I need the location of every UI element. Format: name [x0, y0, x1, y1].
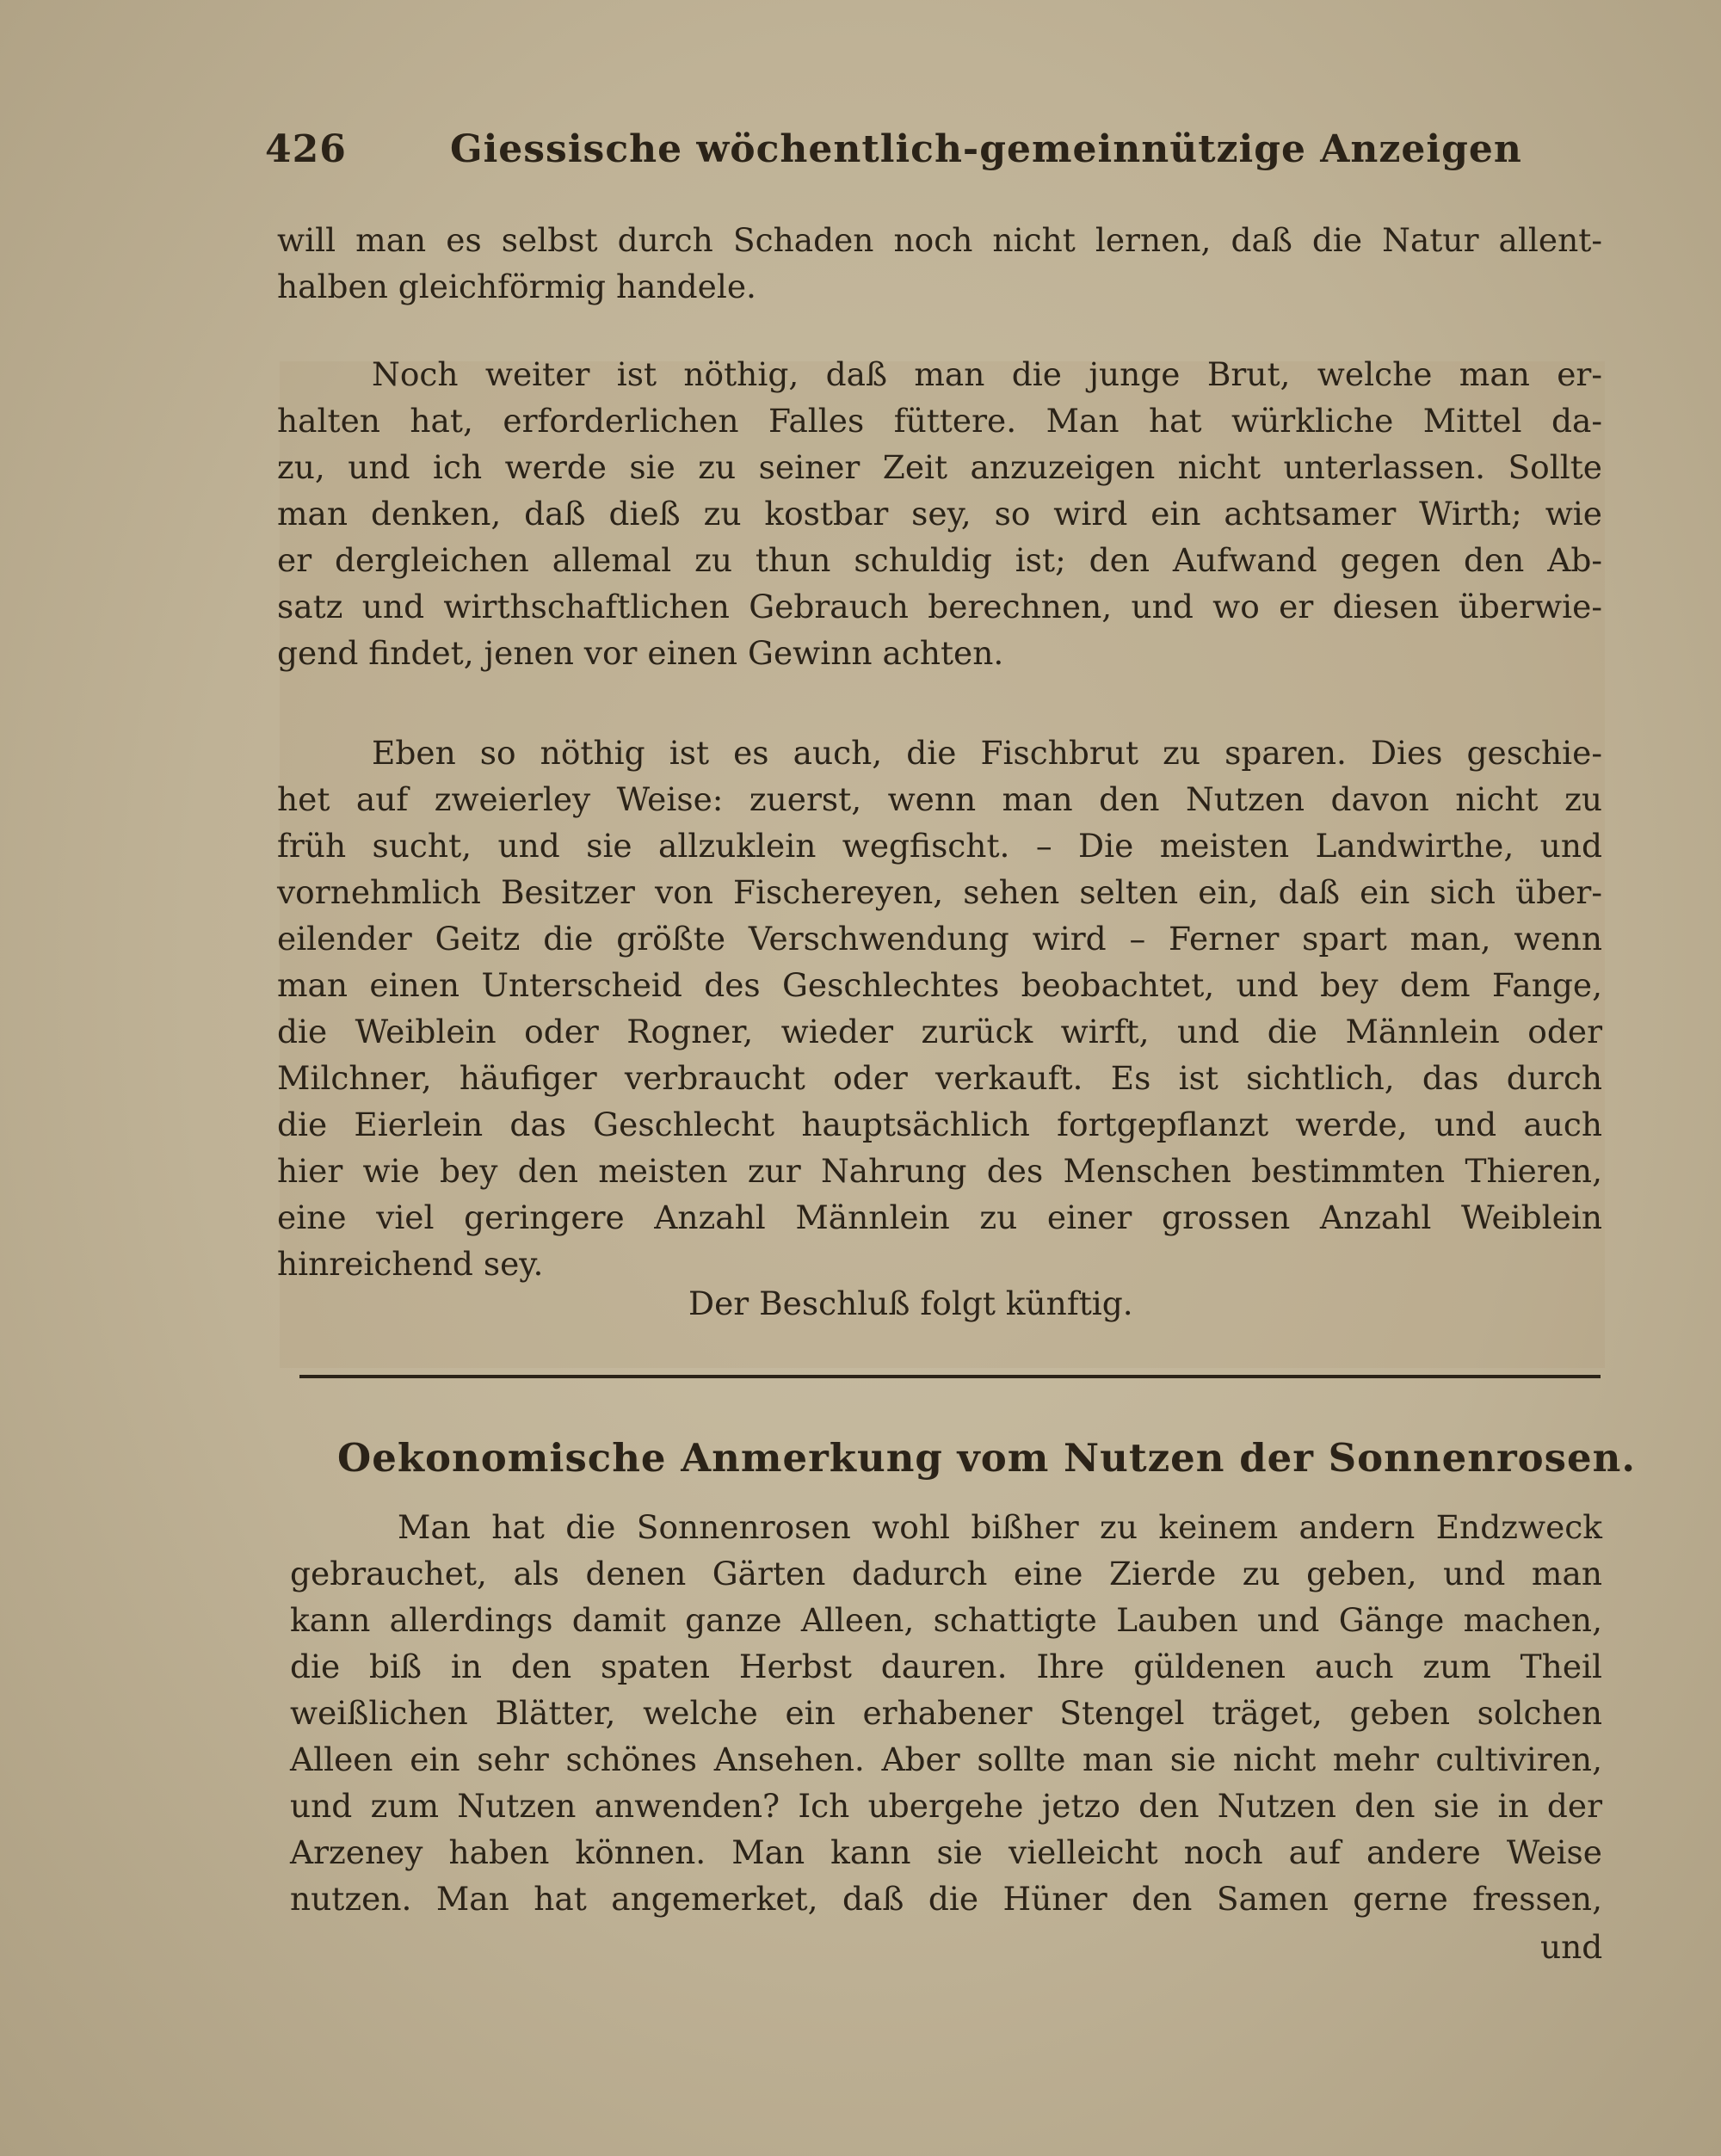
journal-title: Giessische wöchentlich-gemeinnützige Anzeigen: [450, 127, 1522, 171]
text-line: Eben so nöthig ist es auch, die Fischbrut zu sparen. Dies geschie-: [372, 734, 1602, 772]
page-number: 426: [265, 127, 347, 171]
text-line: Arzeney haben können. Man kann sie vielleicht noch auf andere Weise: [290, 1833, 1602, 1871]
text-line: Alleen ein sehr schönes Ansehen. Aber sollte man sie nicht mehr cultiviren,: [290, 1740, 1602, 1778]
catchword: und: [1540, 1928, 1603, 1966]
section-divider: [299, 1375, 1601, 1378]
text-line: hier wie bey den meisten zur Nahrung des Menschen bestimmten Thieren,: [277, 1152, 1602, 1190]
text-line: man denken, daß dieß zu kostbar sey, so wird ein achtsamer Wirth; wie: [277, 495, 1602, 533]
text-line: und zum Nutzen anwenden? Ich ubergehe jetzo den Nutzen den sie in der: [290, 1787, 1602, 1825]
text-line: hinreichend sey.: [277, 1245, 544, 1283]
text-line: die biß in den spaten Herbst dauren. Ihre güldenen auch zum Theil: [290, 1648, 1602, 1685]
text-line: früh sucht, und sie allzuklein wegfischt. – Die meisten Landwirthe, und: [277, 827, 1602, 865]
text-line: halben gleichförmig handele.: [277, 268, 756, 305]
text-line: halten hat, erforderlichen Falles füttere. Man hat würkliche Mittel da-: [277, 402, 1602, 440]
text-line: nutzen. Man hat angemerket, daß die Hüner den Samen gerne fressen,: [290, 1880, 1602, 1918]
text-line: eine viel geringere Anzahl Männlein zu einer grossen Anzahl Weiblein: [277, 1198, 1602, 1236]
text-line: gebrauchet, als denen Gärten dadurch eine Zierde zu geben, und man: [290, 1555, 1602, 1592]
text-line: man einen Unterscheid des Geschlechtes beobachtet, und bey dem Fange,: [277, 966, 1602, 1004]
text-line: Milchner, häufiger verbraucht oder verkauft. Es ist sichtlich, das durch: [277, 1059, 1602, 1097]
text-line: Man hat die Sonnenrosen wohl bißher zu keinem andern Endzweck: [398, 1508, 1602, 1546]
text-line: er dergleichen allemal zu thun schuldig ist; den Aufwand gegen den Ab-: [277, 541, 1602, 579]
text-line: will man es selbst durch Schaden noch nicht lernen, daß die Natur allent-: [277, 221, 1602, 259]
text-line: die Eierlein das Geschlecht hauptsächlich fortgepflanzt werde, und auch: [277, 1106, 1602, 1143]
text-line: gend findet, jenen vor einen Gewinn achten.: [277, 634, 1004, 672]
text-line: satz und wirthschaftlichen Gebrauch berechnen, und wo er diesen überwie-: [277, 588, 1602, 625]
continuation-note: Der Beschluß folgt künftig.: [688, 1284, 1133, 1322]
section-title: Oekonomische Anmerkung vom Nutzen der Sonnenrosen.: [337, 1435, 1637, 1481]
text-line: weißlichen Blätter, welche ein erhabener Stengel träget, geben solchen: [290, 1694, 1602, 1732]
text-line: eilender Geitz die größte Verschwendung wird – Ferner spart man, wenn: [277, 920, 1602, 958]
text-line: Noch weiter ist nöthig, daß man die junge Brut, welche man er-: [372, 355, 1602, 393]
text-line: die Weiblein oder Rogner, wieder zurück wirft, und die Männlein oder: [277, 1013, 1602, 1050]
text-line: kann allerdings damit ganze Alleen, schattigte Lauben und Gänge machen,: [290, 1601, 1602, 1639]
page-header: [265, 127, 1607, 179]
text-line: het auf zweierley Weise: zuerst, wenn man den Nutzen davon nicht zu: [277, 780, 1602, 818]
text-line: zu, und ich werde sie zu seiner Zeit anzuzeigen nicht unterlassen. Sollte: [277, 448, 1602, 486]
text-line: vornehmlich Besitzer von Fischereyen, sehen selten ein, daß ein sich über-: [277, 873, 1602, 911]
